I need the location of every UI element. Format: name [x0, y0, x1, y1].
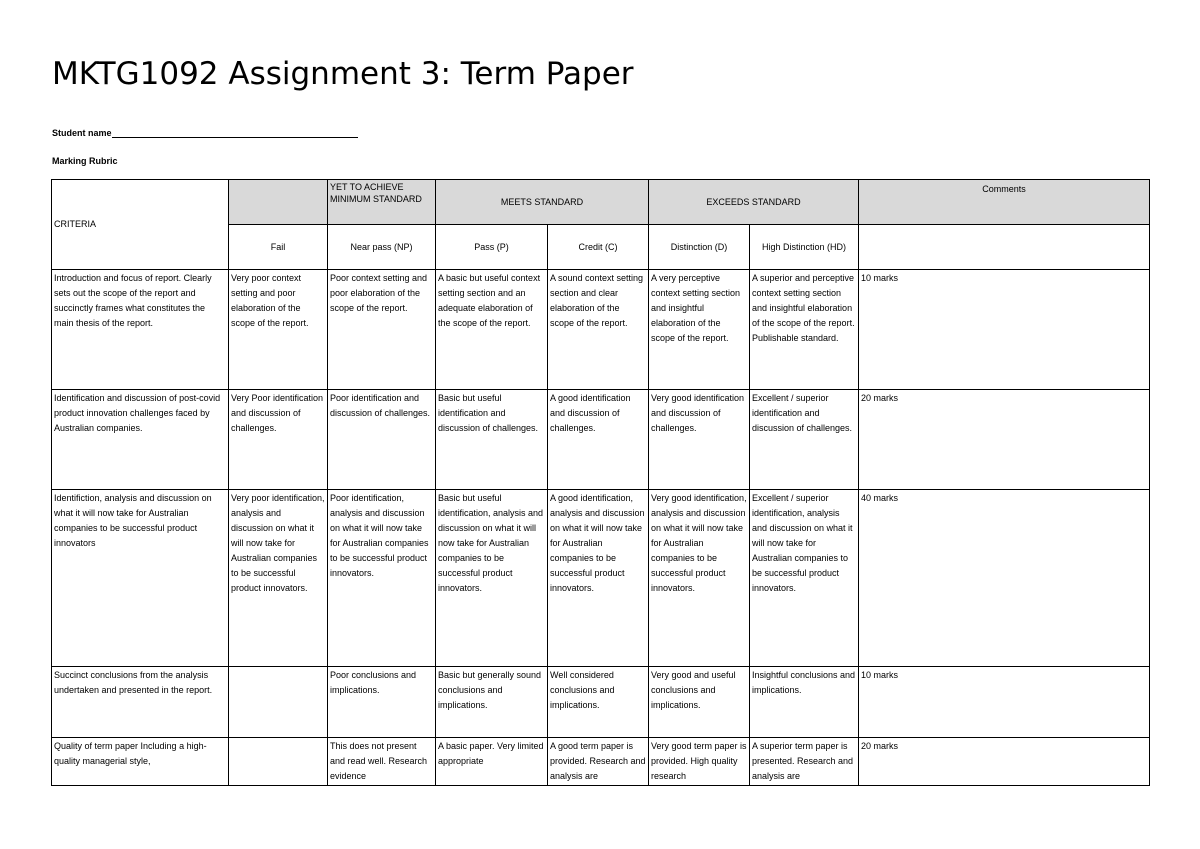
- pass-cell: A basic paper. Very limited appropriate: [436, 738, 548, 786]
- criteria-cell: Identification and discussion of post-covid product innovation challenges faced by Australian companies.: [52, 390, 229, 490]
- grade-header-fail: Fail: [229, 225, 328, 270]
- table-row: [52, 390, 1150, 490]
- comments-marks-cell: 40 marks: [859, 490, 1150, 667]
- grade-header-high-distinction: High Distinction (HD): [750, 225, 859, 270]
- table-row: [52, 738, 1150, 786]
- table-row: [52, 270, 1150, 390]
- comments-header: Comments: [859, 180, 1150, 225]
- high-distinction-cell: Insightful conclusions and implications.: [750, 667, 859, 738]
- fail-cell: Very poor context setting and poor elaboration of the scope of the report.: [229, 270, 328, 390]
- header-row-bands: [52, 180, 1150, 225]
- comments-marks-cell: 20 marks: [859, 390, 1150, 490]
- marking-rubric-label: Marking Rubric: [52, 156, 118, 166]
- comments-subheader: [859, 225, 1150, 270]
- criteria-cell: Succinct conclusions from the analysis undertaken and presented in the report.: [52, 667, 229, 738]
- distinction-cell: Very good and useful conclusions and implications.: [649, 667, 750, 738]
- pass-cell: Basic but useful identification, analysis and discussion on what it will now take for Australian companies to be successful product innovators.: [436, 490, 548, 667]
- distinction-cell: Very good identification and discussion of challenges.: [649, 390, 750, 490]
- criteria-header: CRITERIA: [52, 180, 229, 270]
- credit-cell: A good term paper is provided. Research and analysis are: [548, 738, 649, 786]
- near-pass-cell: Poor context setting and poor elaboration of the scope of the report.: [328, 270, 436, 390]
- student-name-field: [52, 128, 358, 138]
- page-title: MKTG1092 Assignment 3: Term Paper: [52, 56, 634, 92]
- marking-rubric-table: [51, 179, 1150, 786]
- pass-cell: A basic but useful context setting section and an adequate elaboration of the scope of the report.: [436, 270, 548, 390]
- high-distinction-cell: A superior term paper is presented. Research and analysis are: [750, 738, 859, 786]
- student-name-line: [112, 128, 358, 138]
- pass-cell: Basic but generally sound conclusions and implications.: [436, 667, 548, 738]
- fail-cell: [229, 738, 328, 786]
- pass-cell: Basic but useful identification and discussion of challenges.: [436, 390, 548, 490]
- fail-band-header: [229, 180, 328, 225]
- credit-cell: Well considered conclusions and implications.: [548, 667, 649, 738]
- comments-marks-cell: 10 marks: [859, 270, 1150, 390]
- comments-marks-cell: 20 marks: [859, 738, 1150, 786]
- near-pass-cell: Poor identification and discussion of challenges.: [328, 390, 436, 490]
- table-row: [52, 490, 1150, 667]
- grade-header-near-pass: Near pass (NP): [328, 225, 436, 270]
- near-pass-cell: Poor identification, analysis and discussion on what it will now take for Australian companies to be successful product innovators.: [328, 490, 436, 667]
- criteria-cell: Introduction and focus of report. Clearly sets out the scope of the report and succinctly frames what constitutes the main thesis of the report.: [52, 270, 229, 390]
- distinction-cell: Very good term paper is provided. High quality research: [649, 738, 750, 786]
- fail-cell: Very poor identification, analysis and discussion on what it will now take for Australian companies to be successful product innovators.: [229, 490, 328, 667]
- near-pass-cell: Poor conclusions and implications.: [328, 667, 436, 738]
- distinction-cell: A very perceptive context setting section and insightful elaboration of the scope of the report.: [649, 270, 750, 390]
- fail-cell: Very Poor identification and discussion of challenges.: [229, 390, 328, 490]
- high-distinction-cell: Excellent / superior identification and discussion of challenges.: [750, 390, 859, 490]
- fail-cell: [229, 667, 328, 738]
- credit-cell: A good identification, analysis and discussion on what it will now take for Australian companies to be successful product innovators.: [548, 490, 649, 667]
- grade-header-pass: Pass (P): [436, 225, 548, 270]
- near-pass-cell: This does not present and read well. Research evidence: [328, 738, 436, 786]
- comments-marks-cell: 10 marks: [859, 667, 1150, 738]
- exceeds-standard-header: EXCEEDS STANDARD: [649, 180, 859, 225]
- grade-header-distinction: Distinction (D): [649, 225, 750, 270]
- grade-header-credit: Credit (C): [548, 225, 649, 270]
- high-distinction-cell: A superior and perceptive context setting section and insightful elaboration of the scope of the report. Publishable standard.: [750, 270, 859, 390]
- credit-cell: A sound context setting section and clear elaboration of the scope of the report.: [548, 270, 649, 390]
- credit-cell: A good identification and discussion of challenges.: [548, 390, 649, 490]
- criteria-cell: Quality of term paper Including a high-quality managerial style,: [52, 738, 229, 786]
- table-row: [52, 667, 1150, 738]
- criteria-cell: Identifiction, analysis and discussion on what it will now take for Australian companies to be successful product innovators: [52, 490, 229, 667]
- high-distinction-cell: Excellent / superior identification, analysis and discussion on what it will now take for Australian companies to be successful product innovators.: [750, 490, 859, 667]
- student-name-label: Student name: [52, 128, 112, 138]
- yet-to-achieve-header: YET TO ACHIEVE MINIMUM STANDARD: [328, 180, 436, 225]
- meets-standard-header: MEETS STANDARD: [436, 180, 649, 225]
- distinction-cell: Very good identification, analysis and discussion on what it will now take for Australian companies to be successful product innovators.: [649, 490, 750, 667]
